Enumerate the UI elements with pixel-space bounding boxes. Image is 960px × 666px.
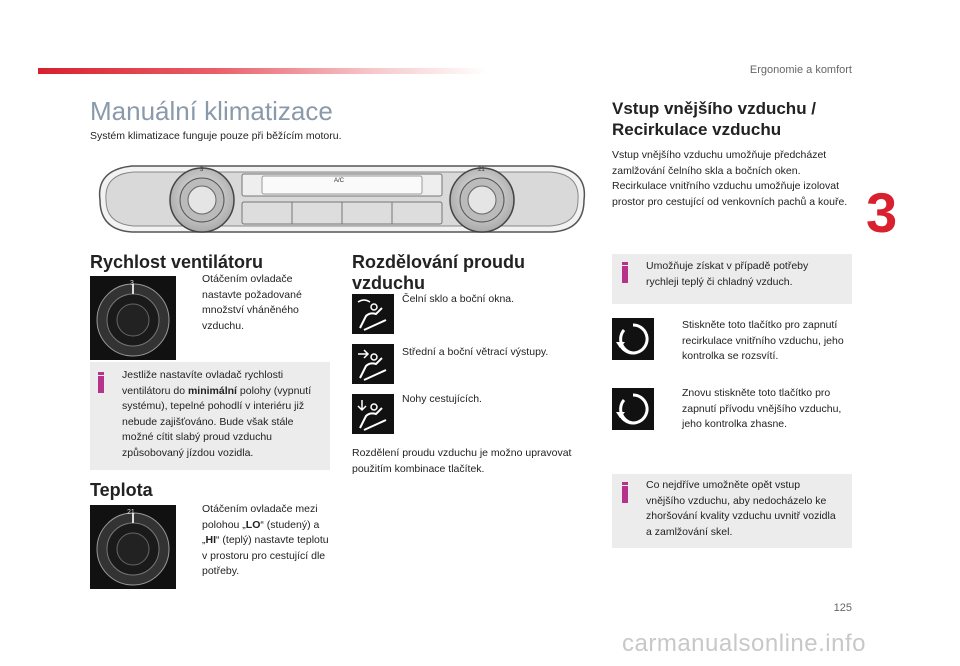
info-icon (622, 486, 628, 503)
fan-speed-step: Otáčením ovladače nastavte požadované množství vháněného vzduchu. (202, 273, 302, 332)
fan-dial-image (90, 276, 176, 360)
info-icon (98, 376, 104, 393)
temperature-dial-label: 21 (127, 509, 135, 516)
recirculation-off-icon (612, 388, 654, 430)
temperature-dial-image (90, 505, 176, 589)
temperature-step: Otáčením ovladače mezi polohou „LO“ (studený) a „HI“ (teplý) nastavte teplotu v prostoru pro cestující dle potřeby. (202, 503, 329, 577)
recirculation-info-1: Umožňuje získat v případě potřeby rychleji teplý či chladný vzduch. (646, 260, 809, 288)
air-distribution-heading: Rozdělování proudu vzduchu (352, 252, 525, 293)
page-subtitle: Systém klimatizace funguje pouze při běžícím motoru. (90, 130, 342, 142)
right-dial (450, 168, 514, 232)
recirculation-info-box-2 (612, 474, 852, 548)
recirculation-intro: Vstup vnějšího vzduchu umožňuje předcházet zamlžování čelního skla a bočních oken. Recirkulace vnitřního vzduchu umožňuje izolovat prostor pro cestující od venkovních pachů a kouře. (612, 149, 848, 208)
fan-info-text: Jestliže nastavíte ovladač rychlosti ventilátoru do minimální polohy (vypnutí systému), tepelné pohodlí v interiéru již nebude zajišťováno. Bude však stále možné cítit slabý proud vzduchu způsobovaný jízdou vozidla. (122, 369, 312, 459)
chapter-number: 3 (866, 181, 898, 244)
fan-info-box (90, 362, 330, 470)
distribution-label-windscreen: Čelní sklo a boční okna. (402, 293, 515, 305)
section-header: Ergonomie a komfort (749, 64, 852, 76)
page-title: Manuální klimatizace (90, 96, 333, 126)
recirculation-info-2: Co nejdříve umožněte opět vstup vnějšího vzduchu, aby nedocházelo ke zhoršování kvality vzduchu uvnitř vozidla a zamlžování skel. (646, 479, 836, 538)
vents-icon (352, 344, 394, 384)
windscreen-icon (352, 294, 394, 334)
recirculation-step-on: Stiskněte toto tlačítko pro zapnutí recirkulace vnitřního vzduchu, jeho kontrolka se rozsvítí. (682, 319, 844, 362)
recirculation-heading: Vstup vnějšího vzduchu / Recirkulace vzduchu (612, 99, 817, 139)
watermark: carmanualsonline.info (622, 630, 866, 657)
control-panel-illustration (92, 160, 592, 236)
fan-dial-label: 3 (130, 280, 134, 287)
left-dial (170, 168, 234, 232)
distribution-label-vents: Střední a boční větrací výstupy. (402, 346, 549, 358)
fan-speed-heading: Rychlost ventilátoru (90, 252, 264, 272)
info-icon (622, 266, 628, 283)
recirculation-step-off: Znovu stiskněte toto tlačítko pro zapnutí přívodu vnějšího vzduchu, jeho kontrolka zhasne. (682, 387, 842, 430)
right-dial-label: 21 (478, 167, 485, 173)
recirculation-info-box-1 (612, 254, 852, 304)
distribution-note: Rozdělení proudu vzduchu je možno upravovat použitím kombinace tlačítek. (352, 447, 572, 475)
recirculation-on-icon (612, 318, 654, 360)
header-accent-bar (38, 68, 488, 74)
distribution-label-feet: Nohy cestujících. (402, 393, 482, 405)
footwell-icon (352, 394, 394, 434)
page-number: 125 (833, 602, 852, 614)
ac-label: A/C (334, 178, 345, 184)
left-dial-label: 3 (200, 167, 204, 173)
temperature-heading: Teplota (90, 480, 153, 500)
